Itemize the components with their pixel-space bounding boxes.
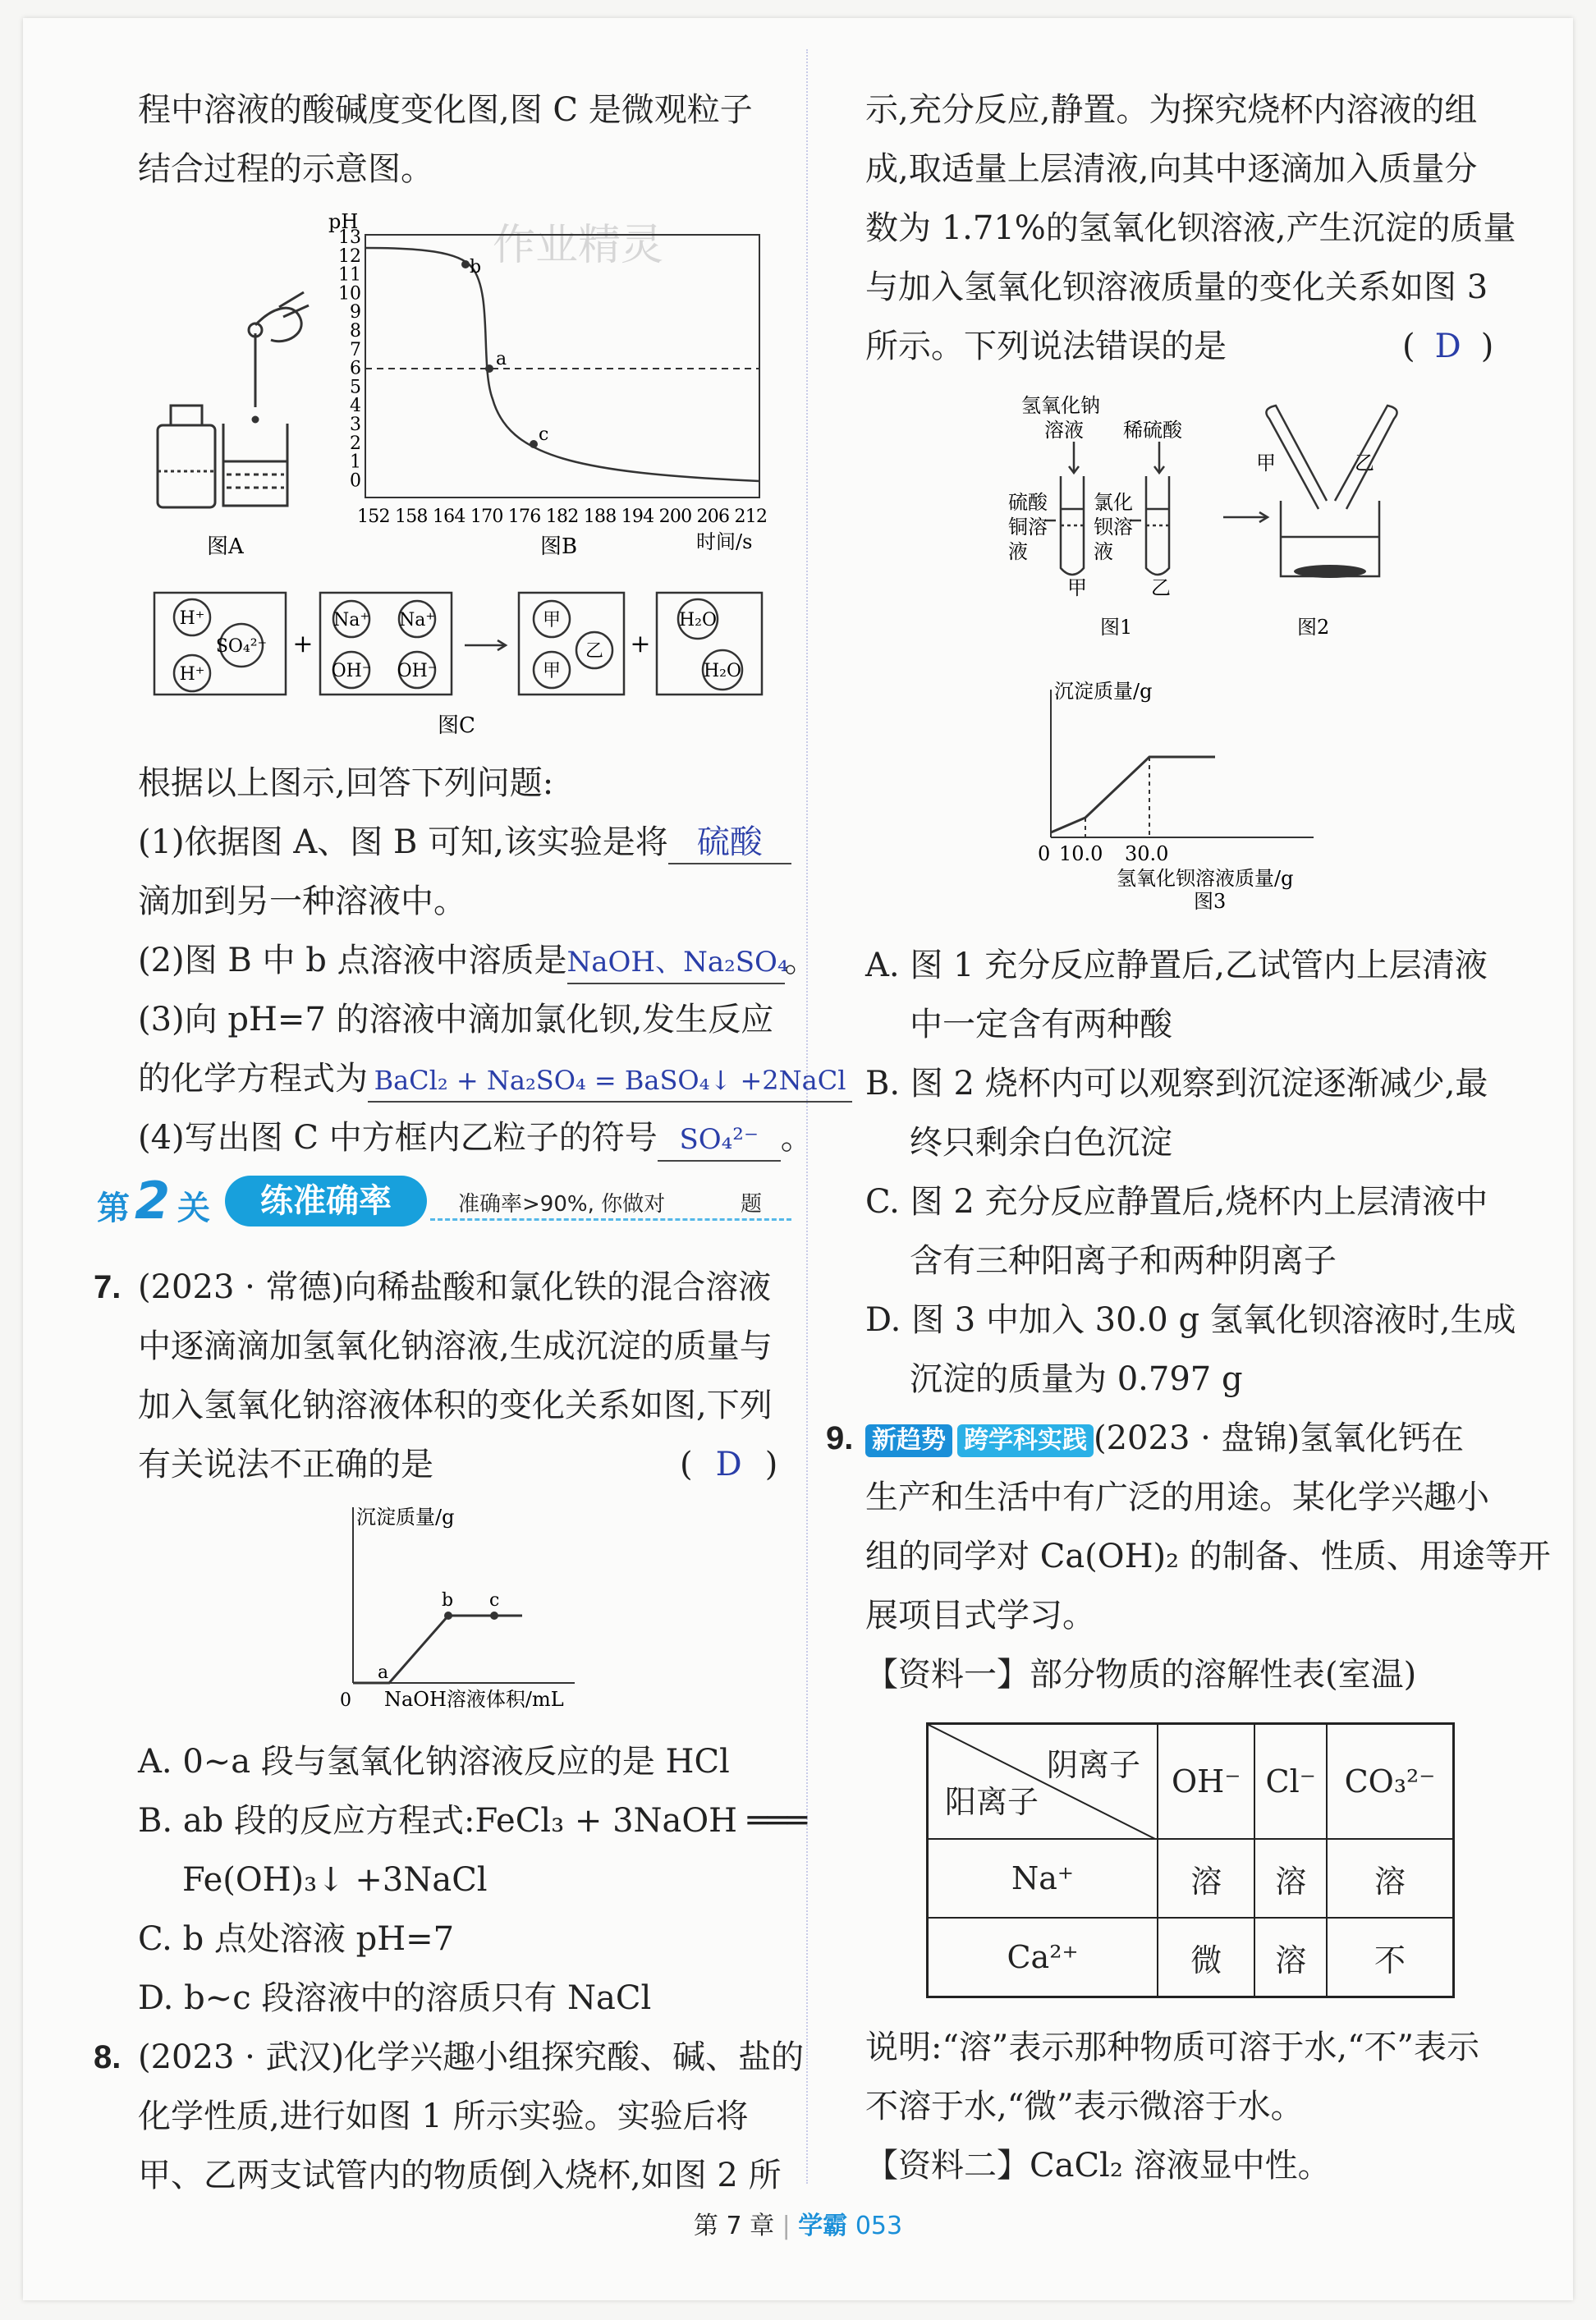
figC-box2-ion-4: OH⁻ bbox=[397, 661, 438, 681]
q3-line bbox=[138, 1049, 852, 1108]
footer-chapter: 第 7 章 bbox=[693, 2212, 775, 2240]
figure-ab bbox=[148, 210, 788, 563]
solubility-table bbox=[926, 1722, 1455, 1998]
q8-line-8: 所示。下列说法错误的是 bbox=[865, 328, 1227, 365]
table-col-cl: Cl⁻ bbox=[1254, 1724, 1327, 1839]
q9-tag-trend: 新趋势 bbox=[865, 1424, 952, 1457]
q2-line: (2)图 B 中 b 点溶液中溶质是NaOH、Na₂SO₄。 bbox=[138, 931, 818, 990]
fig3-xlabel: 氢氧化钡溶液质量/g bbox=[1117, 867, 1294, 890]
table-col-co3: CO₃²⁻ bbox=[1327, 1724, 1454, 1839]
figB-ytick: 2 bbox=[350, 433, 361, 454]
figB-ytick: 9 bbox=[350, 302, 361, 323]
q7-line-2: 中逐滴滴加氢氧化钠溶液,生成沉淀的质量与 bbox=[138, 1327, 773, 1365]
table-col-oh: OH⁻ bbox=[1158, 1724, 1254, 1839]
q8-option-d-2: 沉淀的质量为 0.797 g bbox=[910, 1360, 1243, 1398]
q7-graph-a: a bbox=[378, 1662, 389, 1683]
figB-ytick: 8 bbox=[350, 321, 361, 342]
figure-b-caption: 图B bbox=[540, 534, 578, 559]
figB-ytick: 12 bbox=[338, 245, 361, 267]
q7-option-b-2: Fe(OH)₃↓ +3NaCl bbox=[182, 1861, 488, 1899]
svg-text:氢氧化钠: 氢氧化钠 bbox=[1021, 394, 1100, 417]
table-head-anion: 阴离子 bbox=[1046, 1747, 1140, 1783]
q7-line-3: 加入氢氧化钠溶液体积的变化关系如图,下列 bbox=[138, 1387, 773, 1424]
q7-graph-ylabel: 沉淀质量/g bbox=[356, 1506, 455, 1529]
figB-ytick: 10 bbox=[338, 283, 361, 305]
q9-material-1: 【资料一】部分物质的溶解性表(室温) bbox=[865, 1656, 1417, 1694]
q3-line-1: (3)向 pH=7 的溶液中滴加氯化钡,发生反应 bbox=[138, 1001, 774, 1038]
svg-text:液: 液 bbox=[1008, 540, 1028, 563]
svg-text:溶液: 溶液 bbox=[1044, 419, 1084, 442]
table-row-ca: Ca²⁺ bbox=[928, 1918, 1158, 1997]
fig3-x2: 30.0 bbox=[1125, 842, 1169, 865]
q8-answer: D bbox=[1434, 328, 1461, 365]
q8-answer-bracket: ( D ) bbox=[1402, 328, 1494, 365]
figure-a-apparatus bbox=[158, 292, 309, 507]
table-cell: 溶 bbox=[1254, 1918, 1327, 1997]
table-head-cation: 阳离子 bbox=[945, 1783, 1039, 1820]
level-ti: 题 bbox=[741, 1192, 763, 1217]
figB-ytick: 4 bbox=[350, 396, 361, 417]
q7-option-d: D. b~c 段溶液中的溶质只有 NaCl bbox=[138, 1979, 652, 2017]
figC-box3-p3: 乙 bbox=[585, 641, 604, 662]
figC-box3-p2: 甲 bbox=[542, 661, 562, 681]
figure-c bbox=[151, 588, 775, 744]
q4-answer: SO₄²⁻ bbox=[658, 1119, 781, 1162]
level-guan: 关 bbox=[177, 1190, 210, 1227]
figC-box1-ion-2: SO₄²⁻ bbox=[215, 636, 268, 657]
figB-point-a: a bbox=[496, 349, 507, 369]
q8-line-3: 甲、乙两支试管内的物质倒入烧杯,如图 2 所 bbox=[138, 2157, 782, 2194]
q8-option-b-2: 终只剩余白色沉淀 bbox=[910, 1124, 1172, 1162]
intro-line-2: 结合过程的示意图。 bbox=[138, 150, 433, 188]
level-title: 练准确率 bbox=[225, 1176, 427, 1226]
watermark: 作业精灵 bbox=[493, 221, 664, 270]
figB-ytick: 0 bbox=[350, 470, 361, 492]
q2-text: (2)图 B 中 b 点溶液中溶质是 bbox=[138, 942, 567, 979]
q1-line bbox=[138, 813, 791, 872]
q3-answer: BaCl₂ + Na₂SO₄ = BaSO₄↓ +2NaCl bbox=[368, 1060, 852, 1103]
figC-plus-1: + bbox=[292, 630, 314, 658]
q2-answer: NaOH、Na₂SO₄ bbox=[567, 942, 785, 984]
figC-box2-ion-2: Na⁺ bbox=[399, 610, 435, 630]
fig3-origin: 0 bbox=[1038, 842, 1051, 865]
figC-box4-m1: H₂O bbox=[678, 610, 718, 630]
figC-box3-p1: 甲 bbox=[542, 610, 562, 630]
table-cell: 微 bbox=[1158, 1918, 1254, 1997]
q8-option-b-1: B. 图 2 烧杯内可以观察到沉淀逐渐减少,最 bbox=[865, 1065, 1488, 1103]
q7-answer: D bbox=[715, 1446, 742, 1483]
figB-ytick: 5 bbox=[350, 377, 361, 398]
level-banner bbox=[97, 1171, 791, 1235]
table-cell: 溶 bbox=[1254, 1839, 1327, 1918]
q8-number: 8. bbox=[94, 2039, 122, 2075]
figB-point-b: b bbox=[470, 257, 482, 277]
figB-ytick: 7 bbox=[350, 339, 361, 360]
svg-text:甲: 甲 bbox=[1256, 452, 1276, 475]
svg-text:钡溶: 钡溶 bbox=[1094, 516, 1133, 539]
figure-a-caption: 图A bbox=[207, 534, 244, 559]
table-row-na: Na⁺ bbox=[928, 1839, 1158, 1918]
figure-c-caption: 图C bbox=[438, 713, 475, 738]
fig1-caption: 图1 bbox=[1100, 616, 1133, 639]
q9-line-1 bbox=[865, 1409, 1464, 1468]
q7-answer-bracket: ( D ) bbox=[680, 1446, 778, 1483]
q9-note-2: 不溶于水,“微”表示微溶于水。 bbox=[865, 2088, 1304, 2125]
q8-option-c-2: 含有三种阳离子和两种阴离子 bbox=[910, 1242, 1337, 1280]
table-corner-cell bbox=[928, 1724, 1158, 1839]
figC-plus-2: + bbox=[630, 630, 651, 658]
level-note: 准确率>90%, 你做对 bbox=[458, 1192, 666, 1217]
q9-note-1: 说明:“溶”表示那种物质可溶于水,“不”表示 bbox=[865, 2029, 1479, 2066]
svg-text:稀硫酸: 稀硫酸 bbox=[1123, 419, 1182, 442]
q8-option-c-1: C. 图 2 充分反应静置后,烧杯内上层清液中 bbox=[865, 1183, 1488, 1221]
q7-line-1: (2023 · 常德)向稀盐酸和氯化铁的混合溶液 bbox=[138, 1268, 772, 1306]
q7-graph-origin: 0 bbox=[340, 1690, 351, 1711]
q8-line-6: 数为 1.71%的氢氧化钡溶液,产生沉淀的质量 bbox=[865, 209, 1516, 247]
q8-line-1: (2023 · 武汉)化学兴趣小组探究酸、碱、盐的 bbox=[138, 2038, 805, 2076]
q1-answer: 硫酸 bbox=[668, 822, 791, 864]
fig2-caption: 图2 bbox=[1297, 616, 1330, 639]
figB-point-c: c bbox=[539, 424, 549, 445]
q4-text: (4)写出图 C 中方框内乙粒子的符号 bbox=[138, 1119, 658, 1157]
svg-text:乙: 乙 bbox=[1151, 576, 1171, 599]
q7-line-4: 有关说法不正确的是 bbox=[138, 1446, 433, 1483]
q8-figures-1-2 bbox=[1002, 386, 1445, 657]
svg-text:甲: 甲 bbox=[1067, 576, 1087, 599]
fig3-x1: 10.0 bbox=[1059, 842, 1103, 865]
level-di: 第 bbox=[97, 1190, 130, 1227]
table-cell: 溶 bbox=[1327, 1839, 1454, 1918]
q9-number: 9. bbox=[826, 1420, 854, 1456]
figC-box2-ion-3: OH⁻ bbox=[331, 661, 372, 681]
svg-text:硫酸: 硫酸 bbox=[1008, 491, 1048, 514]
q1-text: (1)依据图 A、图 B 可知,该实验是将 bbox=[138, 823, 668, 861]
q7-number: 7. bbox=[94, 1269, 122, 1305]
footer-page-number: 053 bbox=[855, 2212, 903, 2240]
figB-ytick: 13 bbox=[338, 227, 361, 248]
figB-ytick: 3 bbox=[350, 415, 361, 435]
q8-line-5: 成,取适量上层清液,向其中逐滴加入质量分 bbox=[865, 150, 1478, 188]
q8-option-d-1: D. 图 3 中加入 30.0 g 氢氧化钡溶液时,生成 bbox=[865, 1301, 1516, 1339]
q4-line: (4)写出图 C 中方框内乙粒子的符号 SO₄²⁻ 。 bbox=[138, 1108, 814, 1167]
svg-text:氯化: 氯化 bbox=[1094, 491, 1133, 514]
q7-graph-c: c bbox=[489, 1590, 500, 1611]
svg-text:液: 液 bbox=[1094, 540, 1113, 563]
q7-graph-xlabel: NaOH溶液体积/mL bbox=[384, 1688, 564, 1711]
table-cell: 不 bbox=[1327, 1918, 1454, 1997]
q8-figure-3 bbox=[1034, 673, 1363, 919]
q8-line-4: 示,充分反应,静置。为探究烧杯内溶液的组 bbox=[865, 91, 1478, 129]
figC-box1-ion-1: H⁺ bbox=[179, 608, 205, 629]
svg-text:乙: 乙 bbox=[1355, 452, 1374, 475]
q1-line-2: 滴加到另一种溶液中。 bbox=[138, 883, 466, 920]
q7-graph-b: b bbox=[442, 1590, 454, 1611]
q7-option-b-1: B. ab 段的反应方程式:FeCl₃ + 3NaOH ═══ bbox=[138, 1802, 808, 1840]
q3-text: 的化学方程式为 bbox=[138, 1060, 368, 1098]
q8-option-a-1: A. 图 1 充分反应静置后,乙试管内上层清液 bbox=[865, 947, 1488, 984]
figB-ytick: 1 bbox=[350, 452, 361, 473]
figB-ytick: 11 bbox=[338, 264, 361, 286]
figC-box4-m2: H₂O bbox=[703, 661, 742, 681]
figC-box1-ion-3: H⁺ bbox=[179, 664, 205, 685]
q9-source: (2023 · 盘锦)氢氧化钙在 bbox=[1094, 1419, 1465, 1457]
figB-ytick: 6 bbox=[350, 358, 361, 379]
q8-line-2: 化学性质,进行如图 1 所示实验。实验后将 bbox=[138, 2098, 749, 2135]
fig3-ylabel: 沉淀质量/g bbox=[1054, 680, 1153, 703]
q9-line-4: 展项目式学习。 bbox=[865, 1597, 1095, 1635]
figB-ylabel: pH bbox=[328, 210, 359, 233]
q9-line-3: 组的同学对 Ca(OH)₂ 的制备、性质、用途等开 bbox=[865, 1538, 1551, 1575]
level-number: 2 bbox=[135, 1171, 171, 1231]
q7-option-c: C. b 点处溶液 pH=7 bbox=[138, 1920, 455, 1958]
figB-xlabel: 时间/s bbox=[696, 530, 753, 553]
svg-text:铜溶: 铜溶 bbox=[1008, 516, 1048, 539]
q8-option-a-2: 中一定含有两种酸 bbox=[910, 1006, 1172, 1043]
q7-graph bbox=[328, 1499, 591, 1712]
table-cell: 溶 bbox=[1158, 1839, 1254, 1918]
page-footer: 第 7 章 | 学霸 053 bbox=[693, 2212, 903, 2240]
figC-box2-ion-1: Na⁺ bbox=[333, 610, 369, 630]
fig3-caption: 图3 bbox=[1194, 890, 1227, 913]
q9-line-2: 生产和生活中有广泛的用途。某化学兴趣小 bbox=[865, 1479, 1489, 1516]
q9-material-2: 【资料二】CaCl₂ 溶液显中性。 bbox=[865, 2147, 1331, 2185]
figB-xticks: 152 158 164 170 176 182 188 194 200 206 212 bbox=[357, 507, 768, 527]
intro-line-1: 程中溶液的酸碱度变化图,图 C 是微观粒子 bbox=[138, 91, 753, 129]
q7-option-a: A. 0~a 段与氢氧化钠溶液反应的是 HCl bbox=[138, 1743, 730, 1781]
footer-brand: 学霸 bbox=[798, 2212, 848, 2240]
questions-intro: 根据以上图示,回答下列问题: bbox=[138, 764, 554, 802]
q8-line-7: 与加入氢氧化钡溶液质量的变化关系如图 3 bbox=[865, 268, 1488, 306]
q9-tag-practice: 跨学科实践 bbox=[957, 1424, 1094, 1457]
